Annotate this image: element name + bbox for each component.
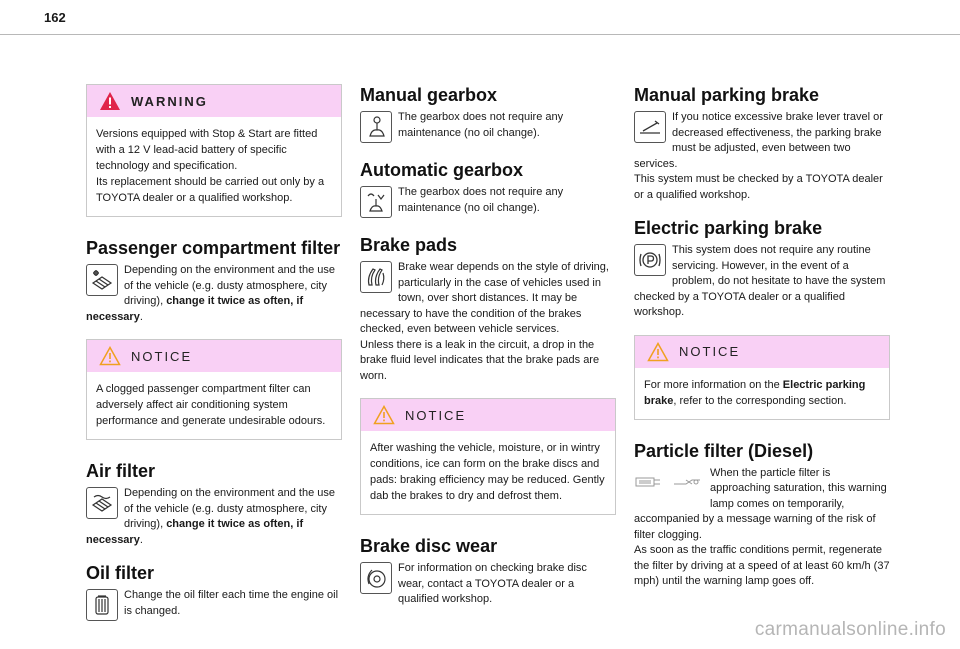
notice-3-text-post: , refer to the corresponding section. [673,394,847,407]
section-electric-parking-brake [634,217,890,321]
notice-body-3 [635,368,889,419]
air-filter-text [86,486,342,548]
page-number: 162 [44,10,66,25]
electric-parking-text [634,243,890,321]
electric-parking-desc: This system does not require any routine servicing. However, in the event of a problem, do not hesitate to have the system checked by a TOYOTA dealer or a qualified workshop. [634,244,886,318]
cabin-filter-icon [86,264,118,296]
notice-header-2 [361,399,615,431]
section-manual-gearbox [360,84,616,145]
heading-particle-filter: Particle filter (Diesel) [634,440,814,461]
warning-header [87,85,341,117]
section-air-filter [86,460,342,548]
brake-pads-desc-1: Brake wear depends on the style of driving, particularly in the case of vehicles used in town, over short distances. It may be necessary to have the condition of the brakes checked, even between vehicle services. [360,261,609,335]
heading-brake-disc: Brake disc wear [360,536,498,556]
air-filter-desc: Depending on the environment and the use of the vehicle (e.g. dusty atmosphere, city driving), [124,487,335,530]
automatic-gearbox-text [360,185,616,216]
brake-pads-desc-2: Unless there is a leak in the circuit, a drop in the brake fluid level indicates that the brake pads are worn. [360,338,600,382]
air-filter-bold: change it twice as often, if necessary [86,518,304,546]
manual-parking-text [634,110,890,203]
notice-title-1: NOTICE [131,348,193,364]
passenger-filter-desc: Depending on the environment and the use of the vehicle (e.g. dusty atmosphere, city driving), [124,264,335,307]
manual-parking-desc-2: This system must be checked by a TOYOTA dealer or a qualified workshop. [634,173,883,201]
automatic-gearbox-desc: The gearbox does not require any maintenance (no oil change). [398,186,564,214]
oil-filter-icon [86,589,118,621]
parking-brake-icon [634,244,666,276]
heading-manual-parking-brake: Manual parking brake [634,85,820,105]
section-oil-filter [86,562,342,623]
brake-disc-text [360,561,616,608]
notice-title-2: NOTICE [405,407,467,423]
heading-electric-parking-brake: Electric parking brake [634,218,823,238]
section-automatic-gearbox [360,159,616,220]
oil-filter-desc: Change the oil filter each time the engine oil is changed. [124,589,339,617]
warning-text-2: Its replacement should be carried out only by a TOYOTA dealer or a qualified workshop. [96,176,325,204]
notice-body-1: A clogged passenger compartment filter can adversely affect air conditioning system performance and generate undesirable odours. [96,383,326,427]
section-particle-filter [634,440,890,590]
column-2 [360,84,616,622]
top-rule [0,34,960,35]
column-3 [634,84,890,604]
heading-automatic-gearbox: Automatic gearbox [360,160,524,180]
warning-body [87,117,341,216]
heading-brake-pads: Brake pads [360,235,458,255]
air-filter-end: . [139,533,143,546]
brake-pads-icon [360,261,392,293]
warning-box [86,84,342,217]
notice-box-3 [634,335,890,420]
heading-air-filter: Air filter [86,461,156,481]
notice-triangle-icon [373,405,395,425]
notice-3-text-pre: For more information on the [644,378,780,391]
heading-manual-gearbox: Manual gearbox [360,85,498,105]
notice-box-2 [360,398,616,515]
section-brake-pads [360,234,616,384]
passenger-filter-bold: change it twice as often, if necessary [86,295,304,323]
section-manual-parking-brake [634,84,890,203]
particle-filter-desc-2: As soon as the traffic conditions permit, regenerate the filter by driving at a speed of at least 60 km/h (37 mph) until the warning lamp goes off. [634,544,890,587]
passenger-filter-end: . [139,310,143,323]
particle-filter-warning-icon [634,467,704,497]
particle-filter-text [634,466,890,590]
heading-oil-filter: Oil filter [86,563,155,583]
passenger-filter-text [86,263,342,325]
watermark: carmanualsonline.info [754,619,946,640]
automatic-gearbox-icon [360,186,392,218]
brake-disc-icon [360,562,392,594]
notice-title-3: NOTICE [679,344,741,359]
air-filter-icon [86,487,118,519]
notice-triangle-icon [99,346,121,366]
section-passenger-filter [86,237,342,325]
notice-3-bold: Electric parking brake [644,378,866,407]
manual-gearbox-text [360,110,616,141]
notice-body-2: After washing the vehicle, moisture, or in wintry conditions, ice can form on the brake discs and pads: braking efficiency may be reduced. Gently dab the brakes to dry and defrost them. [370,442,605,502]
section-brake-disc [360,535,616,608]
manual-parking-desc-1: If you notice excessive brake lever travel or decreased effectiveness, the parking brake must be adjusted, even between two services. [634,111,883,170]
warning-title: WARNING [131,93,208,109]
brake-disc-desc: For information on checking brake disc wear, contact a TOYOTA dealer or a qualified workshop. [398,562,587,605]
warning-triangle-icon [99,91,121,111]
notice-box-1 [86,339,342,440]
manual-gearbox-desc: The gearbox does not require any maintenance (no oil change). [398,111,564,139]
oil-filter-text [86,588,342,619]
notice-header-1 [87,340,341,372]
notice-triangle-icon [647,342,669,362]
parking-lever-icon [634,111,666,143]
gear-lever-icon [360,111,392,143]
column-1 [86,84,342,637]
notice-header-3 [635,336,889,368]
brake-pads-text [360,260,616,384]
particle-filter-desc-1: When the particle filter is approaching saturation, this warning lamp comes on temporarily, accompanied by a message warning of the risk of filter clogging. [634,466,887,541]
warning-text-1: Versions equipped with Stop & Start are fitted with a 12 V lead-acid battery of specific technology and specification. [96,128,318,172]
heading-passenger-filter: Passenger compartment filter [86,238,341,258]
